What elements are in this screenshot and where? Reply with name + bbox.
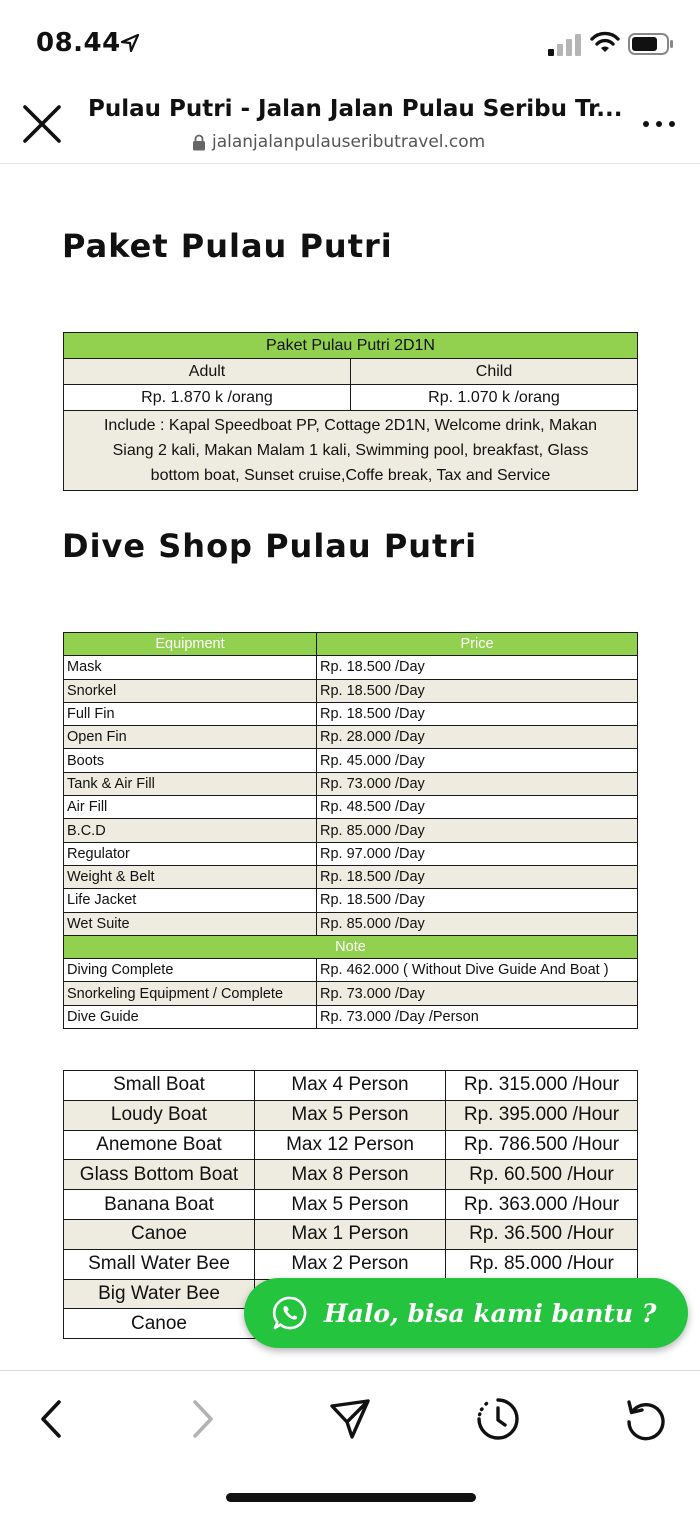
location-arrow-icon bbox=[118, 31, 142, 55]
equipment-price: Rp. 73.000 /Day bbox=[317, 772, 638, 795]
table-row bbox=[64, 702, 638, 725]
boat-name: Canoe bbox=[64, 1219, 255, 1249]
price-adult: Rp. 1.870 k /orang bbox=[64, 385, 351, 411]
boat-price: Rp. 36.500 /Hour bbox=[446, 1219, 638, 1249]
url-bar[interactable] bbox=[192, 132, 485, 152]
equipment-price: Rp. 18.500 /Day bbox=[317, 865, 638, 888]
price-child: Rp. 1.070 k /orang bbox=[351, 385, 638, 411]
table-row bbox=[64, 772, 638, 795]
equipment-price: Rp. 18.500 /Day bbox=[317, 702, 638, 725]
table-row bbox=[64, 959, 638, 982]
signal-bars-icon bbox=[548, 34, 582, 56]
table-row bbox=[64, 1071, 638, 1101]
whatsapp-chat-button[interactable] bbox=[244, 1278, 688, 1348]
table-row bbox=[64, 726, 638, 749]
boat-price: Rp. 786.500 /Hour bbox=[446, 1130, 638, 1160]
reload-icon[interactable] bbox=[622, 1395, 670, 1443]
table-row bbox=[64, 1190, 638, 1220]
table-row bbox=[64, 1005, 638, 1028]
boat-price: Rp. 85.000 /Hour bbox=[446, 1249, 638, 1279]
boat-name: Anemone Boat bbox=[64, 1130, 255, 1160]
note-name: Diving Complete bbox=[64, 959, 317, 982]
equipment-price: Rp. 28.000 /Day bbox=[317, 726, 638, 749]
lock-icon bbox=[192, 134, 206, 151]
history-icon[interactable] bbox=[474, 1395, 522, 1443]
dive-shop-heading: Dive Shop Pulau Putri bbox=[62, 527, 478, 565]
equipment-name: Tank & Air Fill bbox=[64, 772, 317, 795]
status-bar bbox=[0, 0, 700, 88]
back-icon[interactable] bbox=[28, 1395, 76, 1443]
equipment-name: Wet Suite bbox=[64, 912, 317, 935]
boat-capacity: Max 5 Person bbox=[255, 1100, 446, 1130]
boat-name: Big Water Bee bbox=[64, 1279, 255, 1309]
boat-capacity: Max 4 Person bbox=[255, 1071, 446, 1101]
boat-name: Small Boat bbox=[64, 1071, 255, 1101]
url-text: jalanjalanpulauseributravel.com bbox=[212, 132, 486, 152]
boat-name: Banana Boat bbox=[64, 1190, 255, 1220]
table-row bbox=[64, 819, 638, 842]
equipment-price: Rp. 18.500 /Day bbox=[317, 656, 638, 679]
package-include bbox=[64, 411, 638, 491]
boat-price: Rp. 363.000 /Hour bbox=[446, 1190, 638, 1220]
boat-price: Rp. 315.000 /Hour bbox=[446, 1071, 638, 1101]
forward-icon[interactable] bbox=[178, 1395, 226, 1443]
boat-name: Small Water Bee bbox=[64, 1249, 255, 1279]
equipment-price: Rp. 48.500 /Day bbox=[317, 796, 638, 819]
boat-capacity: Max 12 Person bbox=[255, 1130, 446, 1160]
table-row bbox=[64, 889, 638, 912]
boat-capacity: Max 2 Person bbox=[255, 1249, 446, 1279]
package-heading: Paket Pulau Putri bbox=[62, 227, 393, 265]
column-price: Price bbox=[317, 633, 638, 656]
note-price: Rp. 73.000 /Day /Person bbox=[317, 1005, 638, 1028]
table-row bbox=[64, 1160, 638, 1190]
boat-capacity: Max 5 Person bbox=[255, 1190, 446, 1220]
equipment-name: Snorkel bbox=[64, 679, 317, 702]
note-name: Dive Guide bbox=[64, 1005, 317, 1028]
package-table-title: Paket Pulau Putri 2D1N bbox=[64, 333, 638, 359]
equipment-name: Weight & Belt bbox=[64, 865, 317, 888]
equipment-name: B.C.D bbox=[64, 819, 317, 842]
table-row bbox=[64, 912, 638, 935]
note-price: Rp. 462.000 ( Without Dive Guide And Boat ) bbox=[317, 959, 638, 982]
include-line: Include : Kapal Speedboat PP, Cottage 2D1N, Welcome drink, Makan bbox=[103, 417, 598, 434]
boat-price: Rp. 60.500 /Hour bbox=[446, 1160, 638, 1190]
equipment-name: Air Fill bbox=[64, 796, 317, 819]
table-row bbox=[64, 1219, 638, 1249]
table-row bbox=[64, 656, 638, 679]
include-line: Siang 2 kali, Makan Malam 1 kali, Swimming pool, breakfast, Glass bbox=[112, 442, 589, 459]
equipment-price: Rp. 18.500 /Day bbox=[317, 679, 638, 702]
close-icon[interactable] bbox=[20, 102, 64, 146]
page-content bbox=[0, 165, 700, 1370]
package-table bbox=[63, 332, 638, 491]
equipment-name: Regulator bbox=[64, 842, 317, 865]
equipment-name: Life Jacket bbox=[64, 889, 317, 912]
boat-name: Glass Bottom Boat bbox=[64, 1160, 255, 1190]
column-equipment: Equipment bbox=[64, 633, 317, 656]
whatsapp-icon bbox=[272, 1295, 308, 1331]
boat-capacity: Max 8 Person bbox=[255, 1160, 446, 1190]
equipment-price: Rp. 85.000 /Day bbox=[317, 912, 638, 935]
note-header: Note bbox=[64, 935, 638, 958]
column-adult: Adult bbox=[64, 359, 351, 385]
browser-header bbox=[0, 88, 700, 164]
equipment-name: Mask bbox=[64, 656, 317, 679]
note-name: Snorkeling Equipment / Complete bbox=[64, 982, 317, 1005]
equipment-price: Rp. 85.000 /Day bbox=[317, 819, 638, 842]
table-row bbox=[64, 749, 638, 772]
boat-price: Rp. 395.000 /Hour bbox=[446, 1100, 638, 1130]
page-title: Pulau Putri - Jalan Jalan Pulau Seribu Tr... bbox=[88, 96, 623, 122]
table-row bbox=[64, 1249, 638, 1279]
table-row bbox=[64, 679, 638, 702]
equipment-name: Open Fin bbox=[64, 726, 317, 749]
dive-shop-table bbox=[63, 632, 638, 1029]
include-line: bottom boat, Sunset cruise,Coffe break, Tax and Service bbox=[150, 467, 551, 484]
equipment-name: Boots bbox=[64, 749, 317, 772]
boat-name: Loudy Boat bbox=[64, 1100, 255, 1130]
share-icon[interactable] bbox=[326, 1395, 374, 1443]
boat-capacity: Max 1 Person bbox=[255, 1219, 446, 1249]
equipment-name: Full Fin bbox=[64, 702, 317, 725]
bottom-toolbar bbox=[0, 1370, 700, 1516]
table-row bbox=[64, 796, 638, 819]
table-row bbox=[64, 842, 638, 865]
table-row bbox=[64, 1130, 638, 1160]
table-row bbox=[64, 865, 638, 888]
table-row bbox=[64, 982, 638, 1005]
wifi-icon bbox=[590, 30, 620, 54]
equipment-price: Rp. 97.000 /Day bbox=[317, 842, 638, 865]
column-child: Child bbox=[351, 359, 638, 385]
table-row bbox=[64, 1100, 638, 1130]
note-price: Rp. 73.000 /Day bbox=[317, 982, 638, 1005]
chat-button-label: Halo, bisa kami bantu ? bbox=[324, 1298, 657, 1328]
home-indicator[interactable] bbox=[226, 1493, 476, 1502]
more-icon[interactable] bbox=[640, 106, 680, 136]
equipment-price: Rp. 18.500 /Day bbox=[317, 889, 638, 912]
equipment-price: Rp. 45.000 /Day bbox=[317, 749, 638, 772]
status-time: 08.44 bbox=[36, 28, 121, 58]
boat-name: Canoe bbox=[64, 1309, 255, 1339]
battery-icon bbox=[628, 32, 674, 56]
